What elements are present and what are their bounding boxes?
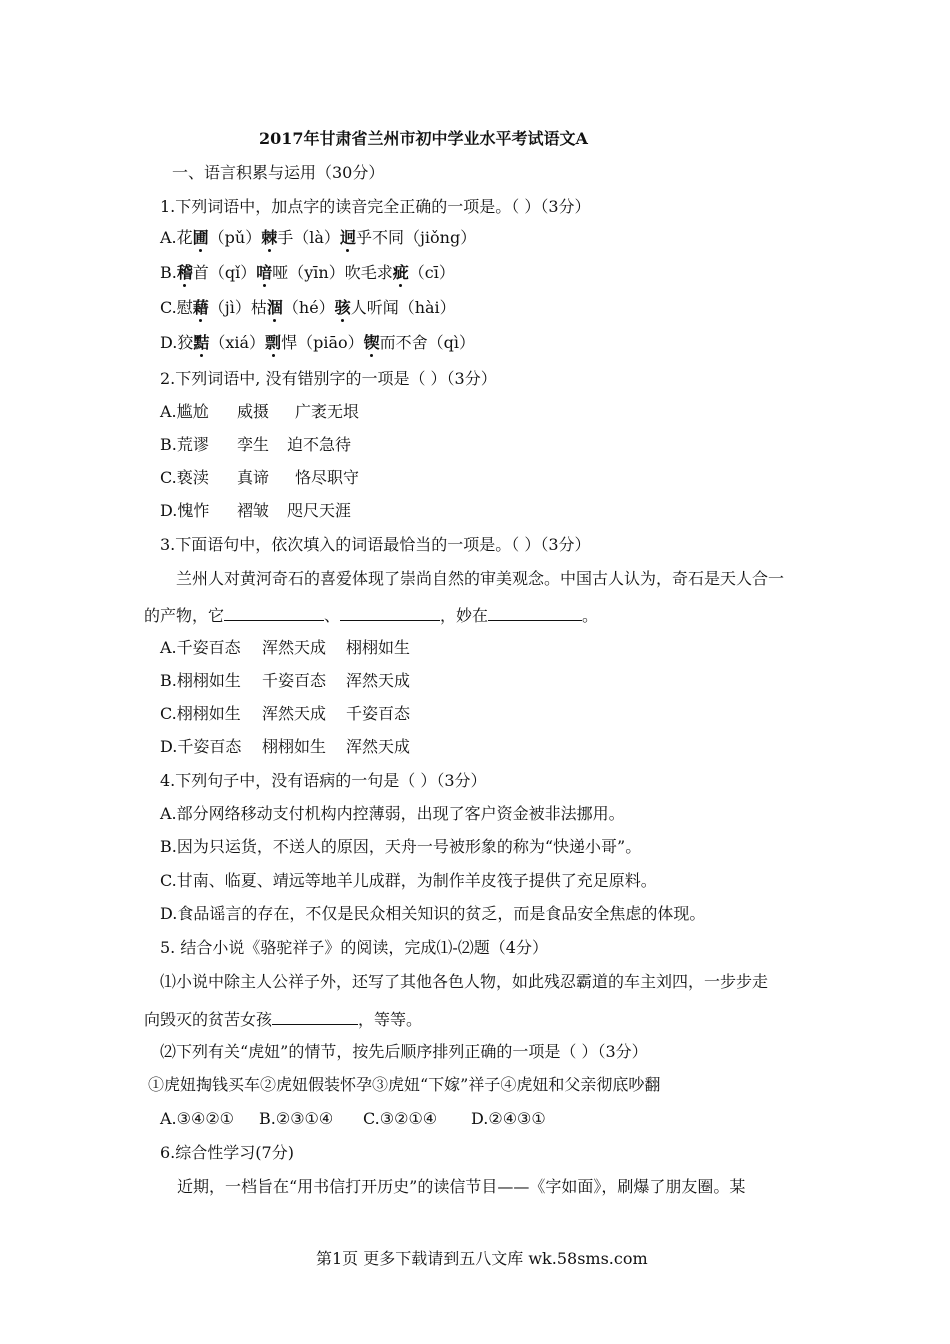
question-4-option-c: C.甘南、临夏、靖远等地羊儿成群，为制作羊皮筏子提供了充足原料。 bbox=[160, 871, 657, 890]
option-text: 而不舍（qì） bbox=[379, 333, 476, 352]
option-word: 浑然天成 bbox=[346, 671, 411, 690]
option-word: 咫尺天涯 bbox=[287, 501, 352, 520]
option-text: 手（là） bbox=[277, 228, 340, 247]
option-text: （pǔ） bbox=[208, 228, 262, 247]
option-word: 褶皱 bbox=[237, 501, 270, 520]
question-5-events: ①虎妞掏钱买车②虎妞假装怀孕③虎妞“下嫁”祥子④虎妞和父亲彻底吵翻 bbox=[148, 1075, 661, 1094]
question-5-part-1: ⑴小说中除主人公祥子外，还写了其他各色人物，如此残忍霸道的车主刘四，一步步走 bbox=[160, 972, 769, 991]
question-3-option-d bbox=[160, 736, 410, 758]
option-text: C.③②①④ bbox=[363, 1109, 438, 1128]
fill-blank bbox=[272, 1008, 358, 1025]
option-word: 千姿百态 bbox=[262, 671, 327, 690]
dotted-char: 藉 bbox=[192, 298, 209, 317]
fill-blank bbox=[340, 604, 440, 621]
option-word: D.愧怍 bbox=[160, 501, 210, 520]
option-text: 乎不同（jiǒng） bbox=[355, 228, 477, 247]
option-text: （xiá） bbox=[209, 333, 266, 352]
question-1-option-d bbox=[160, 332, 475, 354]
question-3-stem: 3.下面语句中，依次填入的词语最恰当的一项是。（ ）（3分） bbox=[160, 535, 591, 554]
passage-text: 的产物，它 bbox=[144, 606, 225, 625]
option-word: D.千姿百态 bbox=[160, 737, 242, 756]
option-text: 人听闻（hài） bbox=[350, 298, 456, 317]
option-word: B.荒谬 bbox=[160, 435, 209, 454]
option-word: C.栩栩如生 bbox=[160, 704, 241, 723]
question-4-option-d: D.食品谣言的存在，不仅是民众相关知识的贫乏，而是食品安全焦虑的体现。 bbox=[160, 904, 706, 923]
dotted-char: 圃 bbox=[192, 228, 209, 247]
question-6-stem: 6.综合性学习(7分) bbox=[160, 1143, 294, 1162]
option-word: 威摄 bbox=[237, 402, 270, 421]
option-word: 栩栩如生 bbox=[262, 737, 327, 756]
page-footer: 第1页 更多下载请到五八文库 wk.58sms.com bbox=[316, 1249, 648, 1268]
question-2-option-b bbox=[160, 434, 351, 456]
option-text: D.②④③① bbox=[471, 1109, 546, 1128]
option-word: C.亵渎 bbox=[160, 468, 209, 487]
dotted-char: 骇 bbox=[334, 298, 351, 317]
question-2-stem: 2.下列词语中, 没有错别字的一项是（ ）（3分） bbox=[160, 369, 497, 388]
option-word: 孪生 bbox=[237, 435, 270, 454]
dotted-char: 疵 bbox=[392, 263, 409, 282]
question-4-stem: 4.下列句子中，没有语病的一句是（ ）（3分） bbox=[160, 771, 487, 790]
dotted-char: 黠 bbox=[193, 333, 210, 352]
option-word: 恪尽职守 bbox=[295, 468, 360, 487]
question-5-part-2: ⑵下列有关“虎妞”的情节，按先后顺序排列正确的一项是（ ）（3分） bbox=[160, 1042, 648, 1061]
question-1-option-a bbox=[160, 227, 476, 249]
passage-text: ，妙在 bbox=[440, 606, 489, 625]
dotted-char: 剽 bbox=[265, 333, 282, 352]
question-4-option-b: B.因为只运货，不送人的原因，天舟一号被形象的称为“快递小哥”。 bbox=[160, 837, 642, 856]
question-1-option-c bbox=[160, 297, 456, 319]
option-word: 千姿百态 bbox=[346, 704, 411, 723]
question-3-option-c bbox=[160, 703, 410, 725]
option-word: 迫不急待 bbox=[287, 435, 352, 454]
question-3-passage: 兰州人对黄河奇石的喜爱体现了崇尚自然的审美观念。中国古人认为，奇石是天人合一 bbox=[176, 569, 785, 588]
option-word: A.千姿百态 bbox=[160, 638, 241, 657]
question-1-option-b bbox=[160, 262, 455, 284]
option-word: 栩栩如生 bbox=[346, 638, 411, 657]
option-text: A.花 bbox=[160, 228, 193, 247]
dotted-char: 锲 bbox=[363, 333, 380, 352]
question-5-stem: 5. 结合小说《骆驼祥子》的阅读，完成⑴-⑵题（4分） bbox=[160, 938, 548, 957]
fill-blank bbox=[224, 604, 324, 621]
question-2-option-c bbox=[160, 467, 359, 489]
option-text: A.③④②① bbox=[160, 1109, 235, 1128]
option-text: （hé） bbox=[282, 298, 335, 317]
option-text: C.慰 bbox=[160, 298, 193, 317]
option-text: （cī） bbox=[408, 263, 455, 282]
question-5-part-1-cont bbox=[144, 1008, 422, 1031]
option-word: A.尴尬 bbox=[160, 402, 209, 421]
question-2-option-d bbox=[160, 500, 351, 522]
question-3-passage-cont bbox=[144, 604, 598, 627]
option-text: B. bbox=[160, 263, 177, 282]
option-word: 真谛 bbox=[237, 468, 270, 487]
option-text: B.②③①④ bbox=[259, 1109, 334, 1128]
question-4-option-a: A.部分网络移动支付机构内控薄弱，出现了客户资金被非法挪用。 bbox=[160, 804, 625, 823]
question-3-option-a bbox=[160, 637, 410, 659]
option-word: B.栩栩如生 bbox=[160, 671, 241, 690]
passage-text: 。 bbox=[582, 606, 599, 625]
document-title: 2017年甘肃省兰州市初中学业水平考试语文A bbox=[259, 129, 588, 148]
question-1-stem: 1.下列词语中，加点字的读音完全正确的一项是。（ ）（3分） bbox=[160, 197, 591, 216]
dotted-char: 稽 bbox=[176, 263, 193, 282]
dotted-char: 涸 bbox=[266, 298, 283, 317]
dotted-char: 喑 bbox=[256, 263, 273, 282]
passage-text: 、 bbox=[324, 606, 341, 625]
passage-text: 向毁灭的贫苦女孩 bbox=[144, 1010, 273, 1029]
option-text: （jì）枯 bbox=[208, 298, 267, 317]
question-5-options bbox=[160, 1108, 546, 1130]
option-word: 浑然天成 bbox=[346, 737, 411, 756]
option-text: 哑（yīn）吹毛求 bbox=[272, 263, 393, 282]
option-text: 首（qǐ） bbox=[192, 263, 257, 282]
section-heading: 一、语言积累与运用（30分） bbox=[172, 163, 385, 182]
question-6-passage: 近期，一档旨在“用书信打开历史”的读信节目——《字如面》，刷爆了朋友圈。某 bbox=[177, 1177, 746, 1196]
option-text: D.狡 bbox=[160, 333, 194, 352]
option-word: 浑然天成 bbox=[262, 638, 327, 657]
option-text: 悍（piāo） bbox=[281, 333, 364, 352]
option-word: 浑然天成 bbox=[262, 704, 327, 723]
question-3-option-b bbox=[160, 670, 410, 692]
question-2-option-a bbox=[160, 401, 359, 423]
option-word: 广袤无垠 bbox=[295, 402, 360, 421]
passage-text: ，等等。 bbox=[358, 1010, 423, 1029]
dotted-char: 棘 bbox=[261, 228, 278, 247]
dotted-char: 迥 bbox=[339, 228, 356, 247]
fill-blank bbox=[488, 604, 582, 621]
